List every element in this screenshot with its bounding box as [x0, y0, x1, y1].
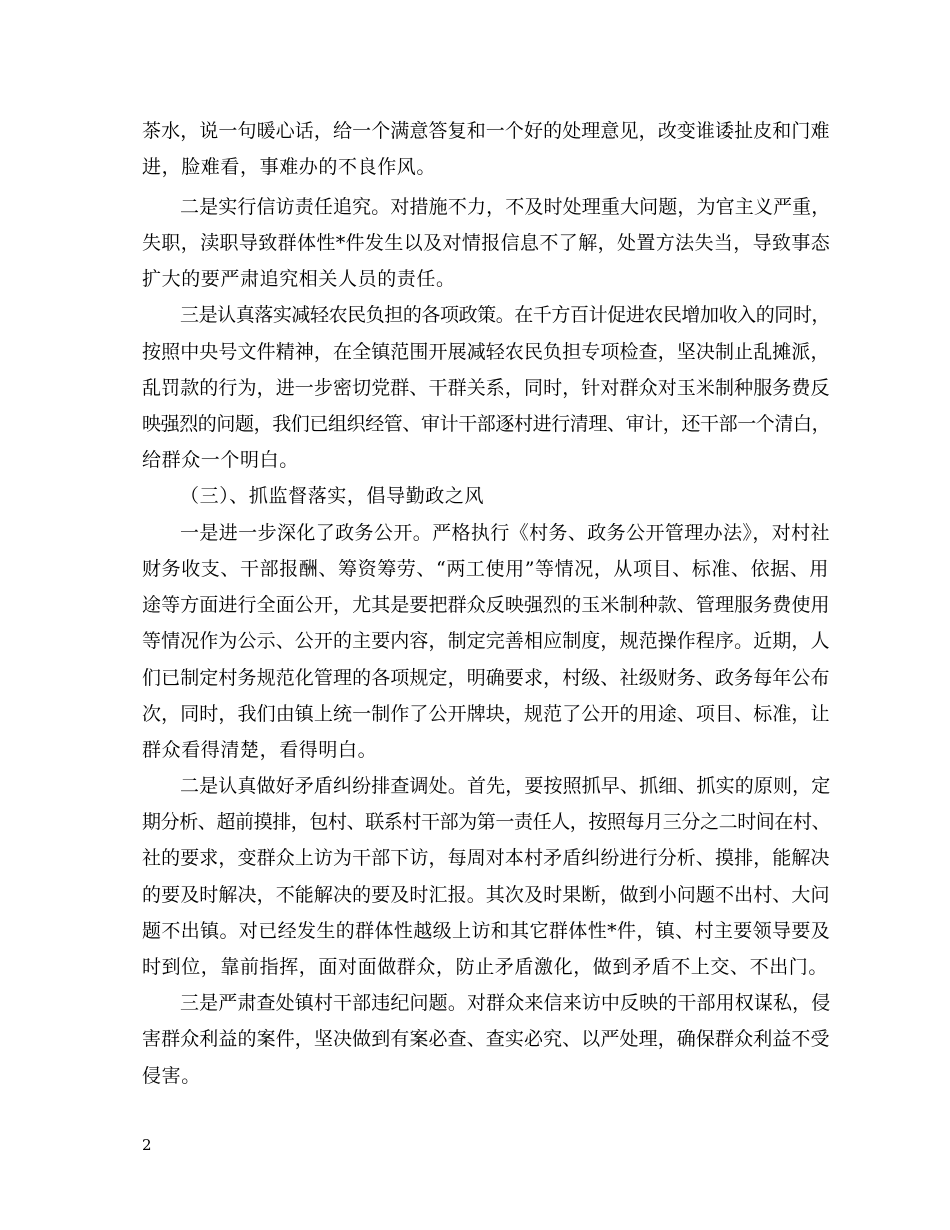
- text-line: 途等方面进行全面公开，尤其是要把群众反映强烈的玉米制种款、管理服务费使用: [142, 594, 830, 616]
- text-line: 映强烈的问题，我们已组织经管、审计干部逐村进行清理、审计，还干部一个清白，: [142, 413, 831, 435]
- text-line: 按照中央号文件精神，在全镇范围开展减轻农民负担专项检查，坚决制止乱摊派，: [142, 341, 830, 363]
- text-line: 三是严肃查处镇村干部违纪问题。对群众来信来访中反映的干部用权谋私，侵: [180, 992, 831, 1014]
- text-line: 等情况作为公示、公开的主要内容，制定完善相应制度，规范操作程序。近期，人: [142, 630, 830, 652]
- text-line: 财务收支、干部报酬、筹资筹劳、“两工使用”等情况，从项目、标准、依据、用: [142, 558, 830, 580]
- text-line: 题不出镇。对已经发生的群体性越级上访和其它群体性*件，镇、村主要领导要及: [142, 920, 831, 942]
- text-line: 期分析、超前摸排，包村、联系村干部为第一责任人，按照每月三分之二时间在村、: [142, 811, 831, 833]
- text-line: 茶水，说一句暖心话，给一个满意答复和一个好的处理意见，改变谁诿扯皮和门难: [142, 120, 830, 142]
- text-line: 的要及时解决，不能解决的要及时汇报。其次及时果断，做到小问题不出村、大问: [142, 884, 830, 906]
- text-line: 侵害。: [142, 1065, 201, 1087]
- text-line: 时到位，靠前指挥，面对面做群众，防止矛盾激化，做到矛盾不上交、不出门。: [142, 956, 829, 978]
- text-line: 害群众利益的案件，坚决做到有案必查、查实必究、以严处理，确保群众利益不受: [142, 1028, 830, 1050]
- text-line: 乱罚款的行为，进一步密切党群、干群关系，同时，针对群众对玉米制种服务费反: [142, 377, 830, 399]
- text-line: 二是认真做好矛盾纠纷排查调处。首先，要按照抓早、抓细、抓实的原则，定: [180, 775, 831, 797]
- section-heading: （三）、抓监督落实，倡导勤政之风: [180, 485, 485, 507]
- text-line: 一是进一步深化了政务公开。严格执行《村务、政务公开管理办法》，对村社: [180, 522, 830, 544]
- text-line: 扩大的要严肃追究相关人员的责任。: [142, 268, 456, 290]
- text-line: 给群众一个明白。: [142, 449, 299, 471]
- text-line: 们已制定村务规范化管理的各项规定，明确要求，村级、社级财务、政务每年公布: [142, 667, 830, 689]
- text-line: 次，同时，我们由镇上统一制作了公开牌块，规范了公开的用途、项目、标准，让: [142, 703, 830, 725]
- text-line: 失职，渎职导致群体性*件发生以及对情报信息不了解，处置方法失当，导致事态: [142, 232, 831, 254]
- page-number: 2: [142, 1136, 152, 1154]
- text-line: 二是实行信访责任追究。对措施不力，不及时处理重大问题，为官主义严重，: [180, 196, 831, 218]
- text-line: 三是认真落实减轻农民负担的各项政策。在千方百计促进农民增加收入的同时，: [180, 304, 831, 326]
- text-line: 社的要求，变群众上访为干部下访，每周对本村矛盾纠纷进行分析、摸排，能解决: [142, 847, 830, 869]
- text-line: 进，脸难看，事难办的不良作风。: [142, 156, 437, 178]
- text-line: 群众看得清楚，看得明白。: [142, 739, 378, 761]
